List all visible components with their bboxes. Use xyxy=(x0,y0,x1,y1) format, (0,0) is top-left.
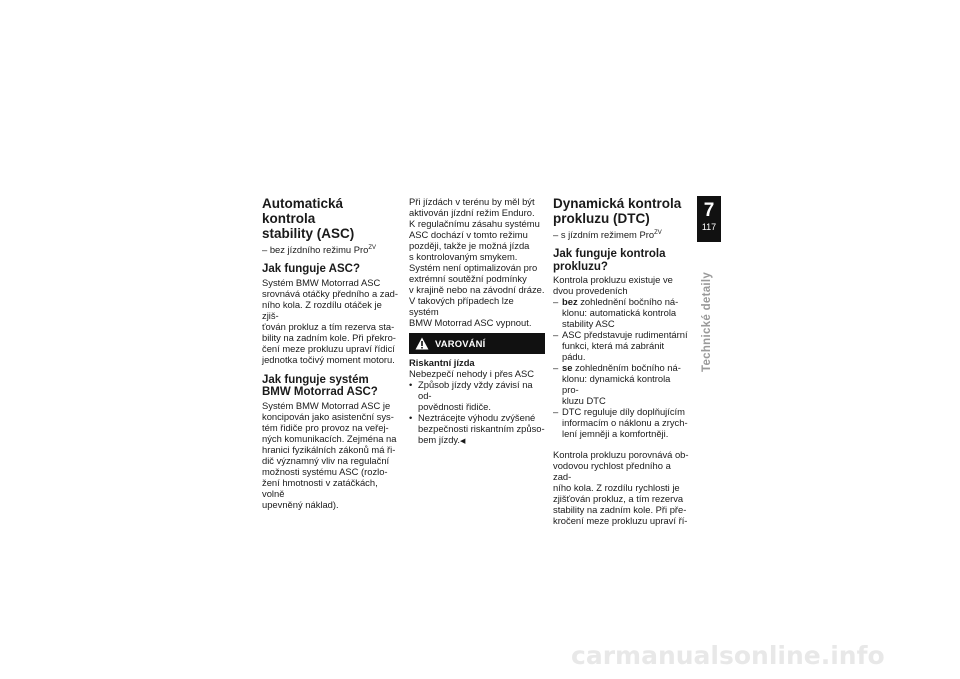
heading-how-dtc: Jak funguje kontrola prokluzu? xyxy=(553,248,666,273)
dash-icon: – xyxy=(553,406,559,417)
column-left xyxy=(262,196,400,510)
subtitle-asc-sup: ZV xyxy=(368,245,376,251)
column-middle xyxy=(409,196,545,447)
subtitle-dtc-text: – s jízdním režimem Pro xyxy=(553,229,655,240)
list-item xyxy=(409,379,545,412)
heading-how-system: Jak funguje systém BMW Motorrad ASC? xyxy=(262,373,378,398)
chapter-number: 7 xyxy=(703,200,715,221)
bullet-text: Neztrácejte výhodu zvýšené bezpečnosti riskantním způso- bem jízdy. xyxy=(418,412,545,445)
paragraph-intro-dtc: Kontrola prokluzu existuje ve dvou provedeních xyxy=(553,274,673,296)
bullet-icon: • xyxy=(409,412,413,423)
page-number: 117 xyxy=(701,222,717,232)
section-title-asc: Automatická kontrola stability (ASC) xyxy=(262,196,355,241)
warning-text: Nebezpečí nehody i přes ASC xyxy=(409,368,535,379)
item-bold: bez xyxy=(562,296,578,307)
item-text: zohledněním bočního ná- klonu: dynamická kontrola pro- kluzu DTC xyxy=(562,362,681,406)
dash-icon: – xyxy=(553,296,559,307)
list-item xyxy=(553,362,689,406)
list-item xyxy=(553,406,689,439)
paragraph-compare: Kontrola prokluzu porovnává ob- vodovou rychlost předního a zad- ního kola. Z rozdílu rychlosti je zjišťován prokluz, a tím rezerva stability na zadním kole. Při pře- kročení meze prokluzu upraví ří- xyxy=(553,449,689,526)
item-text: ASC představuje rudimentární funkci, která má zabránit pádu. xyxy=(562,329,688,362)
dash-icon: – xyxy=(553,329,559,340)
item-text: DTC reguluje díly doplňujícím informacím o náklonu a zrych- lení jemněji a komfortněji. xyxy=(562,406,688,439)
chapter-tab xyxy=(697,196,721,242)
list-item xyxy=(553,296,689,329)
paragraph-terrain: Při jízdách v terénu by měl být aktivován jízdní režim Enduro. K regulačnímu zásahu systému ASC dochází v tomto režimu později, takže je možná jízda s kontrolovaným smykem. Systém není optimalizován pro extrémní soutěžní podmínky v krajině nebo na závodní dráze. V takových případech lze systém BMW Motorrad ASC vypnout. xyxy=(409,196,545,328)
column-right xyxy=(553,196,689,526)
item-text: zohlednění bočního ná- klonu: automatická kontrola stability ASC xyxy=(562,296,679,329)
warning-banner xyxy=(409,333,545,354)
warning-bullet-list xyxy=(409,379,545,447)
subtitle-dtc xyxy=(553,228,689,240)
subtitle-asc-text: – bez jízdního režimu Pro xyxy=(262,244,369,255)
warning-title: Riskantní jízda xyxy=(409,357,475,368)
heading-how-asc: Jak funguje ASC? xyxy=(262,263,360,275)
item-bold: se xyxy=(562,362,573,373)
warning-label: VAROVÁNÍ xyxy=(435,338,486,349)
side-section-label: Technické detaily xyxy=(701,271,713,372)
end-mark-icon: ◀ xyxy=(460,438,466,445)
warning-triangle-icon xyxy=(415,337,429,350)
bullet-text: Způsob jízdy vždy závisí na od- povědnosti řidiče. xyxy=(418,379,533,412)
list-item xyxy=(409,412,545,447)
subtitle-dtc-sup: ZV xyxy=(654,230,662,236)
paragraph-how-system: Systém BMW Motorrad ASC je koncipován jako asistenční sys- tém řidiče pro provoz na veřej- ných komunikacích. Zejména na hranici fyzikálních zákonů má ři- dič významný vliv na regulační možnosti systému ASC (rozlo- žení hmotnosti v zatáčkách, volně upevněný náklad). xyxy=(262,399,397,510)
paragraph-how-asc: Systém BMW Motorrad ASC srovnává otáčky předního a zad- ního kola. Z rozdílu otáček je zjiš- ťován prokluz a tím rezerva sta- bility na zadním kole. Při překro- čení meze prokluzu upraví řídicí jednotka točivý moment motoru. xyxy=(262,276,399,365)
watermark: carmanualsonline.info xyxy=(571,641,885,670)
section-title-dtc: Dynamická kontrola prokluzu (DTC) xyxy=(553,196,682,226)
dash-icon: – xyxy=(553,362,559,373)
list-item xyxy=(553,329,689,362)
bullet-icon: • xyxy=(409,379,413,390)
subtitle-asc xyxy=(262,243,400,255)
dtc-variant-list xyxy=(553,296,689,439)
